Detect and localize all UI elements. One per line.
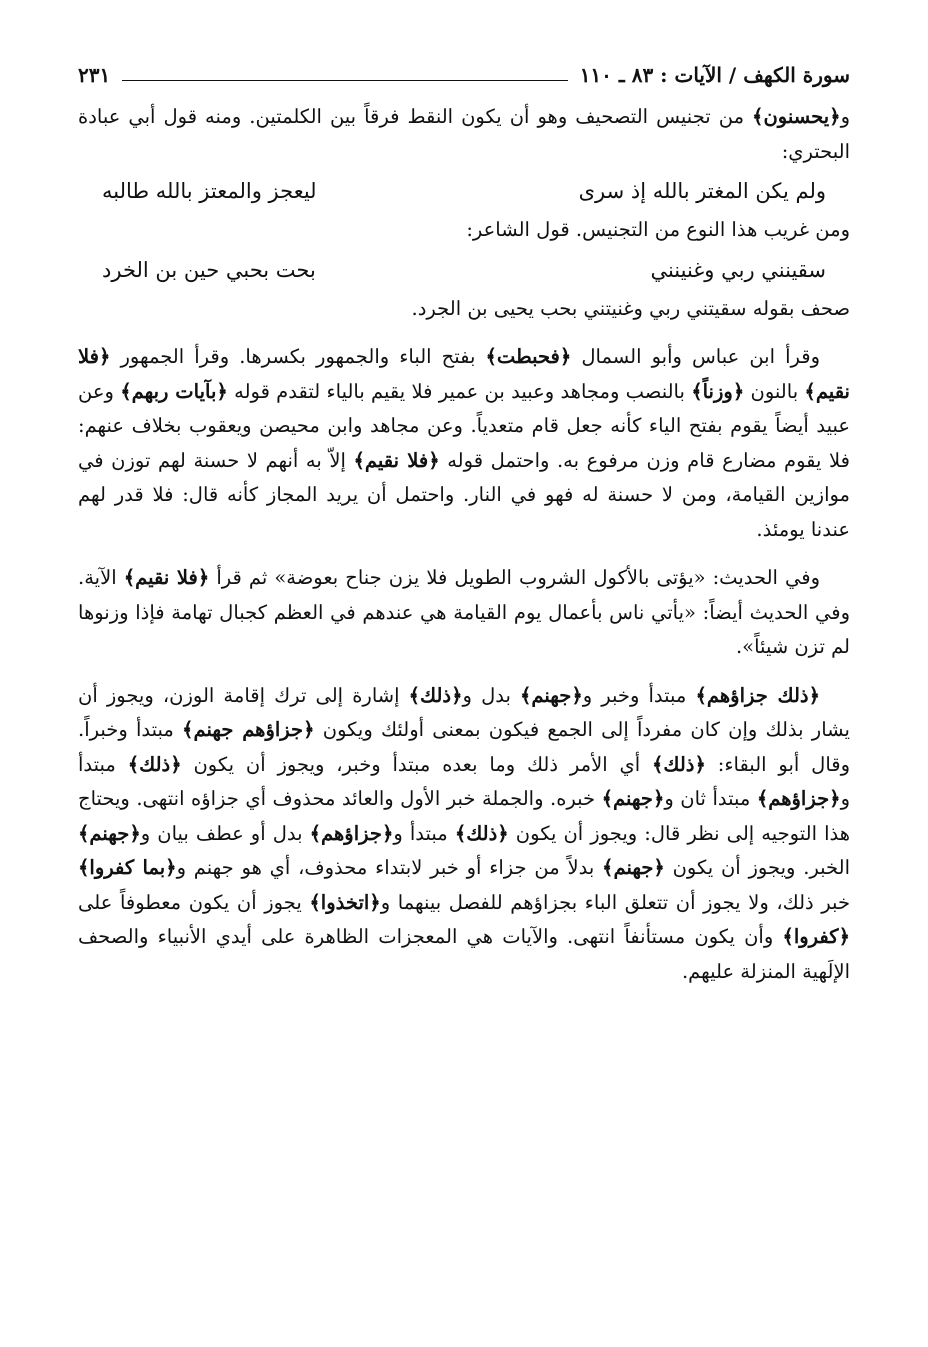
text-span: مبتدأ وخبراً. وقال أبو البقاء: — [78, 718, 850, 776]
paragraph-3: صحف بقوله سقيتني ربي وغنيتني بحب يحيى بن الجرد. — [411, 296, 850, 320]
quran-quote: ﴿جزاؤهم جهنم﴾ — [182, 718, 315, 741]
text-span: أي الأمر ذلك وما بعده مبتدأ وخبر، ويجوز أن يكون — [181, 752, 652, 776]
quran-quote: ﴿ذلك﴾ — [652, 752, 706, 776]
quran-quote: ﴿يحسنون﴾ — [752, 105, 841, 128]
text-span: بفتح الباء والجمهور بكسرها. وقرأ الجمهور — [110, 345, 486, 368]
paragraph-1 — [78, 100, 850, 169]
quran-quote: ﴿جهنم﴾ — [601, 787, 665, 810]
quran-quote: ﴿فلا نقيم﴾ — [78, 345, 850, 403]
verse-first-hemistich: سقينني ربي وغنينني — [650, 257, 826, 282]
text-span: خبر ذلك، ولا يجوز أن تتعلق الباء بجزاؤهم للفصل بينهما و — [380, 890, 850, 914]
text-span: وعن عبيد أيضاً يقوم بفتح الياء كأنه جعل قام متعدياً. وعن مجاهد وابن محيصن ويعقوب بخلاف عنهم: فلا يقوم مضارع قام وزن مرفوع به. واحتمل قوله — [78, 379, 850, 472]
text-span: الخبر. ويجوز أن يكون — [664, 856, 850, 879]
quran-quote: ﴿جهنم﴾ — [602, 856, 665, 879]
verse-second-hemistich: بحت بحبي حين بن الخرد — [102, 257, 316, 282]
verse-second-hemistich: ليعجز والمعتز بالله طالبه — [102, 179, 317, 203]
quran-quote: ﴿ذلك﴾ — [127, 752, 182, 776]
quran-quote: ﴿بما كفروا﴾ — [78, 856, 177, 879]
text-span: من تجنيس التصحيف وهو أن يكون النقط فرقاً بين الكلمتين. ومنه قول أبي عبادة البحتري: — [78, 105, 850, 163]
header-title: سورة الكهف / الآيات : ٨٣ ـ ١١٠ — [579, 63, 850, 87]
paragraph-2: ومن غريب هذا النوع من التجنيس. قول الشاعر: — [466, 218, 850, 241]
verse-first-hemistich: ولم يكن المغتر بالله إذ سرى — [578, 179, 826, 203]
paragraph-4 — [78, 340, 850, 547]
quran-quote: ﴿فلا نقيم﴾ — [123, 566, 210, 589]
text-span: يجوز أن يكون معطوفاً على — [78, 890, 310, 914]
text-span: بالنصب ومجاهد وعبيد بن عمير فلا يقيم بالياء لتقدم قوله — [227, 379, 692, 403]
text-span: وفي الحديث: «يؤتى بالأكول الشروب الطويل فلا يزن جناح بعوضة» ثم قرأ — [209, 566, 820, 589]
text-span: و — [840, 105, 850, 128]
page-body — [78, 100, 850, 989]
quran-quote: ﴿اتخذوا﴾ — [309, 890, 381, 914]
text-span: بالنون — [744, 379, 805, 403]
quran-quote: ﴿جهنم﴾ — [520, 683, 583, 707]
quran-quote: ﴿فحبطت﴾ — [485, 345, 572, 368]
text-span: الآية. وفي الحديث أيضاً: «يأتي ناس بأعمال يوم القيامة هي عندهم في العظم كجبال تهامة فإذا وزنوها لم تزن شيئاً». — [78, 566, 850, 658]
quran-quote: ﴿كفروا﴾ — [782, 925, 850, 948]
page-number: ٢٣١ — [78, 63, 111, 87]
text-span: إلاّ به أنهم لا حسنة لهم توزن في موازين القيامة، ومن لا حسنة له فهو في النار. واحتمل أن يريد المجاز كأنه قال: فلا قدر لهم عندنا يومئذ. — [78, 448, 850, 541]
text-span: إشارة إلى ترك إقامة الوزن، ويجوز أن يشار بذلك وإن كان مفرداً إلى الجمع فيكون بمعنى أولئك ويكون — [78, 683, 850, 741]
text-span: وقرأ ابن عباس وأبو السمال — [571, 345, 820, 368]
paragraph-5 — [78, 561, 850, 665]
quran-quote: ﴿بآيات ربهم﴾ — [120, 379, 228, 403]
running-header — [78, 58, 850, 92]
poetry-verse-2 — [78, 248, 850, 292]
header-rule — [122, 80, 567, 81]
quran-quote: ﴿جهنم﴾ — [78, 821, 141, 845]
text-span: بدلاً من جزاء أو خبر لابتداء محذوف، أي هو جهنم و — [176, 856, 603, 879]
quran-quote: ﴿فلا نقيم﴾ — [353, 448, 440, 472]
text-span: بدل أو عطف بيان و — [140, 821, 310, 845]
text-span: خبره. والجملة خبر الأول والعائد محذوف أي جزاؤه انتهى. ويحتاج هذا التوجيه إلى نظر قال: ويجوز أن يكون — [78, 787, 851, 845]
quran-quote: ﴿ذلك﴾ — [408, 683, 463, 707]
text-span: مبتدأ و — [78, 752, 850, 810]
text-span: مبتدأ وخبر و — [582, 683, 696, 707]
quran-quote: ﴿جزاؤهم﴾ — [756, 787, 841, 810]
paragraph-6 — [78, 679, 850, 990]
text-span: وأن يكون مستأنفاً انتهى. والآيات هي المعجزات الظاهرة على أيدي الأنبياء والصحف الإلَهية المنزلة عليهم. — [78, 925, 850, 983]
text-span: مبتدأ ثان و — [664, 787, 757, 810]
text-span: بدل و — [462, 683, 520, 707]
poetry-verse-1 — [78, 169, 850, 213]
quran-quote: ﴿ذلك جزاؤهم﴾ — [695, 683, 820, 707]
quran-quote: ﴿ذلك﴾ — [454, 821, 509, 845]
quran-quote: ﴿جزاؤهم﴾ — [309, 821, 394, 845]
text-span: مبتدأ و — [393, 821, 455, 845]
quran-quote: ﴿وزناً﴾ — [691, 379, 745, 403]
